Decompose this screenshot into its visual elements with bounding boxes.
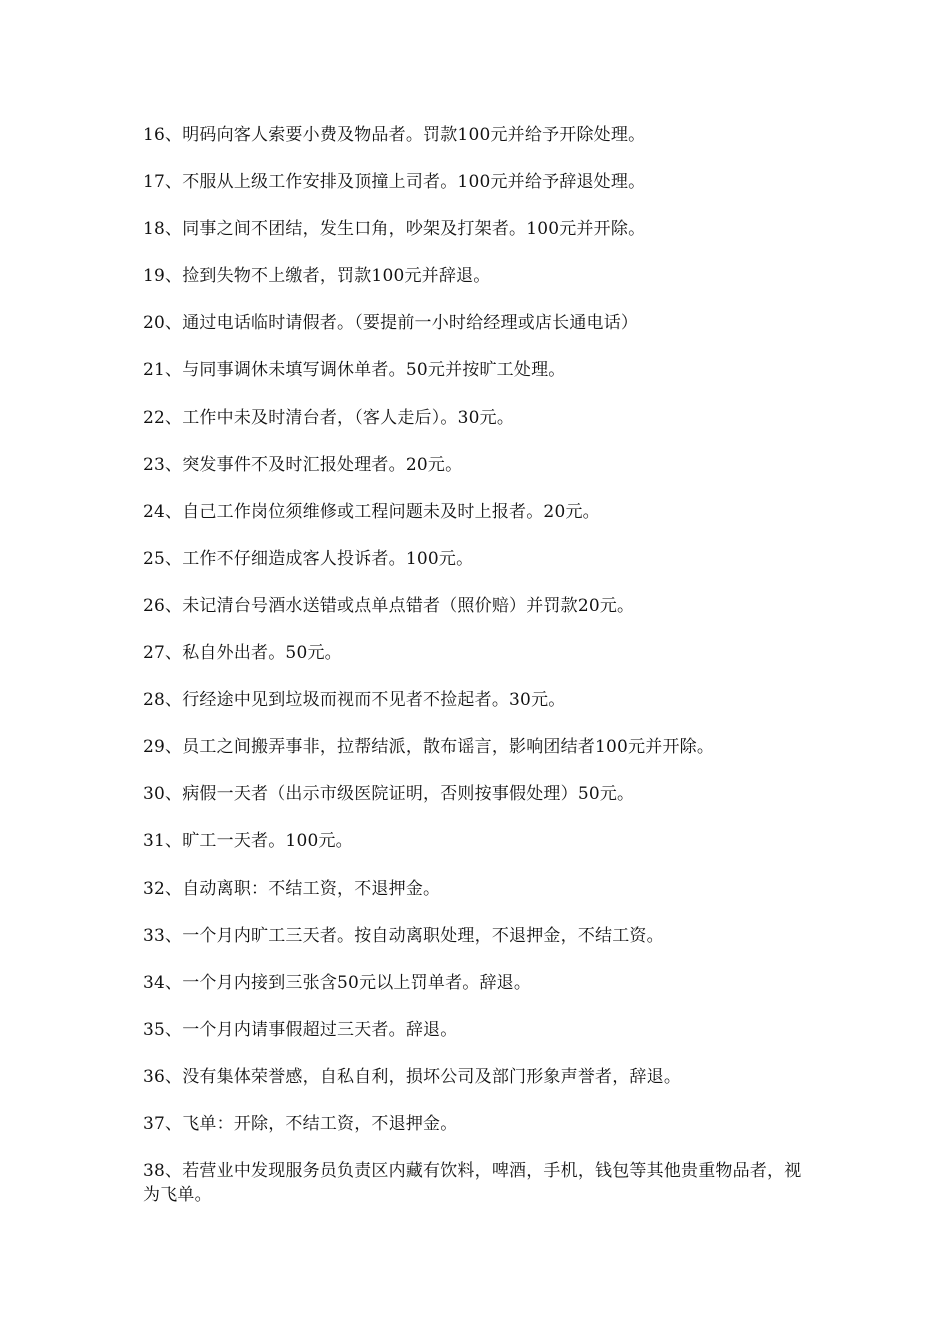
rule-36: 36、没有集体荣誉感，自私自利，损坏公司及部门形象声誉者，辞退。	[143, 1066, 682, 1087]
rule-29: 29、员工之间搬弄事非，拉帮结派，散布谣言，影响团结者100元并开除。	[143, 737, 715, 758]
rule-24: 24、自己工作岗位须维修或工程问题未及时上报者。20元。	[143, 501, 600, 522]
rule-28: 28、行经途中见到垃圾而视而不见者不捡起者。30元。	[143, 690, 566, 711]
rule-32: 32、自动离职：不结工资，不退押金。	[143, 878, 441, 899]
rule-31: 31、旷工一天者。100元。	[143, 831, 353, 852]
rule-18: 18、同事之间不团结，发生口角，吵架及打架者。100元并开除。	[143, 219, 646, 240]
rules-list	[143, 123, 813, 1230]
rule-17: 17、不服从上级工作安排及顶撞上司者。100元并给予辞退处理。	[143, 172, 646, 193]
rule-19: 19、捡到失物不上缴者，罚款100元并辞退。	[143, 266, 491, 287]
rule-21: 21、与同事调休未填写调休单者。50元并按旷工处理。	[143, 360, 566, 381]
rule-34: 34、一个月内接到三张含50元以上罚单者。辞退。	[143, 972, 532, 993]
rule-22: 22、工作中未及时清台者，（客人走后）。30元。	[143, 407, 515, 428]
rule-23: 23、突发事件不及时汇报处理者。20元。	[143, 454, 463, 475]
rule-37: 37、飞单：开除，不结工资，不退押金。	[143, 1113, 458, 1134]
rule-35: 35、一个月内请事假超过三天者。辞退。	[143, 1019, 458, 1040]
rule-16: 16、明码向客人索要小费及物品者。罚款100元并给予开除处理。	[143, 125, 646, 145]
rule-33: 33、一个月内旷工三天者。按自动离职处理，不退押金，不结工资。	[143, 925, 664, 946]
rule-26: 26、未记清台号酒水送错或点单点错者（照价赔）并罚款20元。	[143, 595, 635, 616]
rule-27: 27、私自外出者。50元。	[143, 643, 342, 664]
rule-25: 25、工作不仔细造成客人投诉者。100元。	[143, 548, 474, 569]
rule-20: 20、通过电话临时请假者。（要提前一小时给经理或店长通电话）	[143, 313, 639, 334]
rule-38: 38、若营业中发现服务员负责区内藏有饮料，啤酒，手机，钱包等其他贵重物品者，视为飞单。	[143, 1161, 802, 1206]
rule-30: 30、病假一天者（出示市级医院证明，否则按事假处理）50元。	[143, 784, 635, 805]
